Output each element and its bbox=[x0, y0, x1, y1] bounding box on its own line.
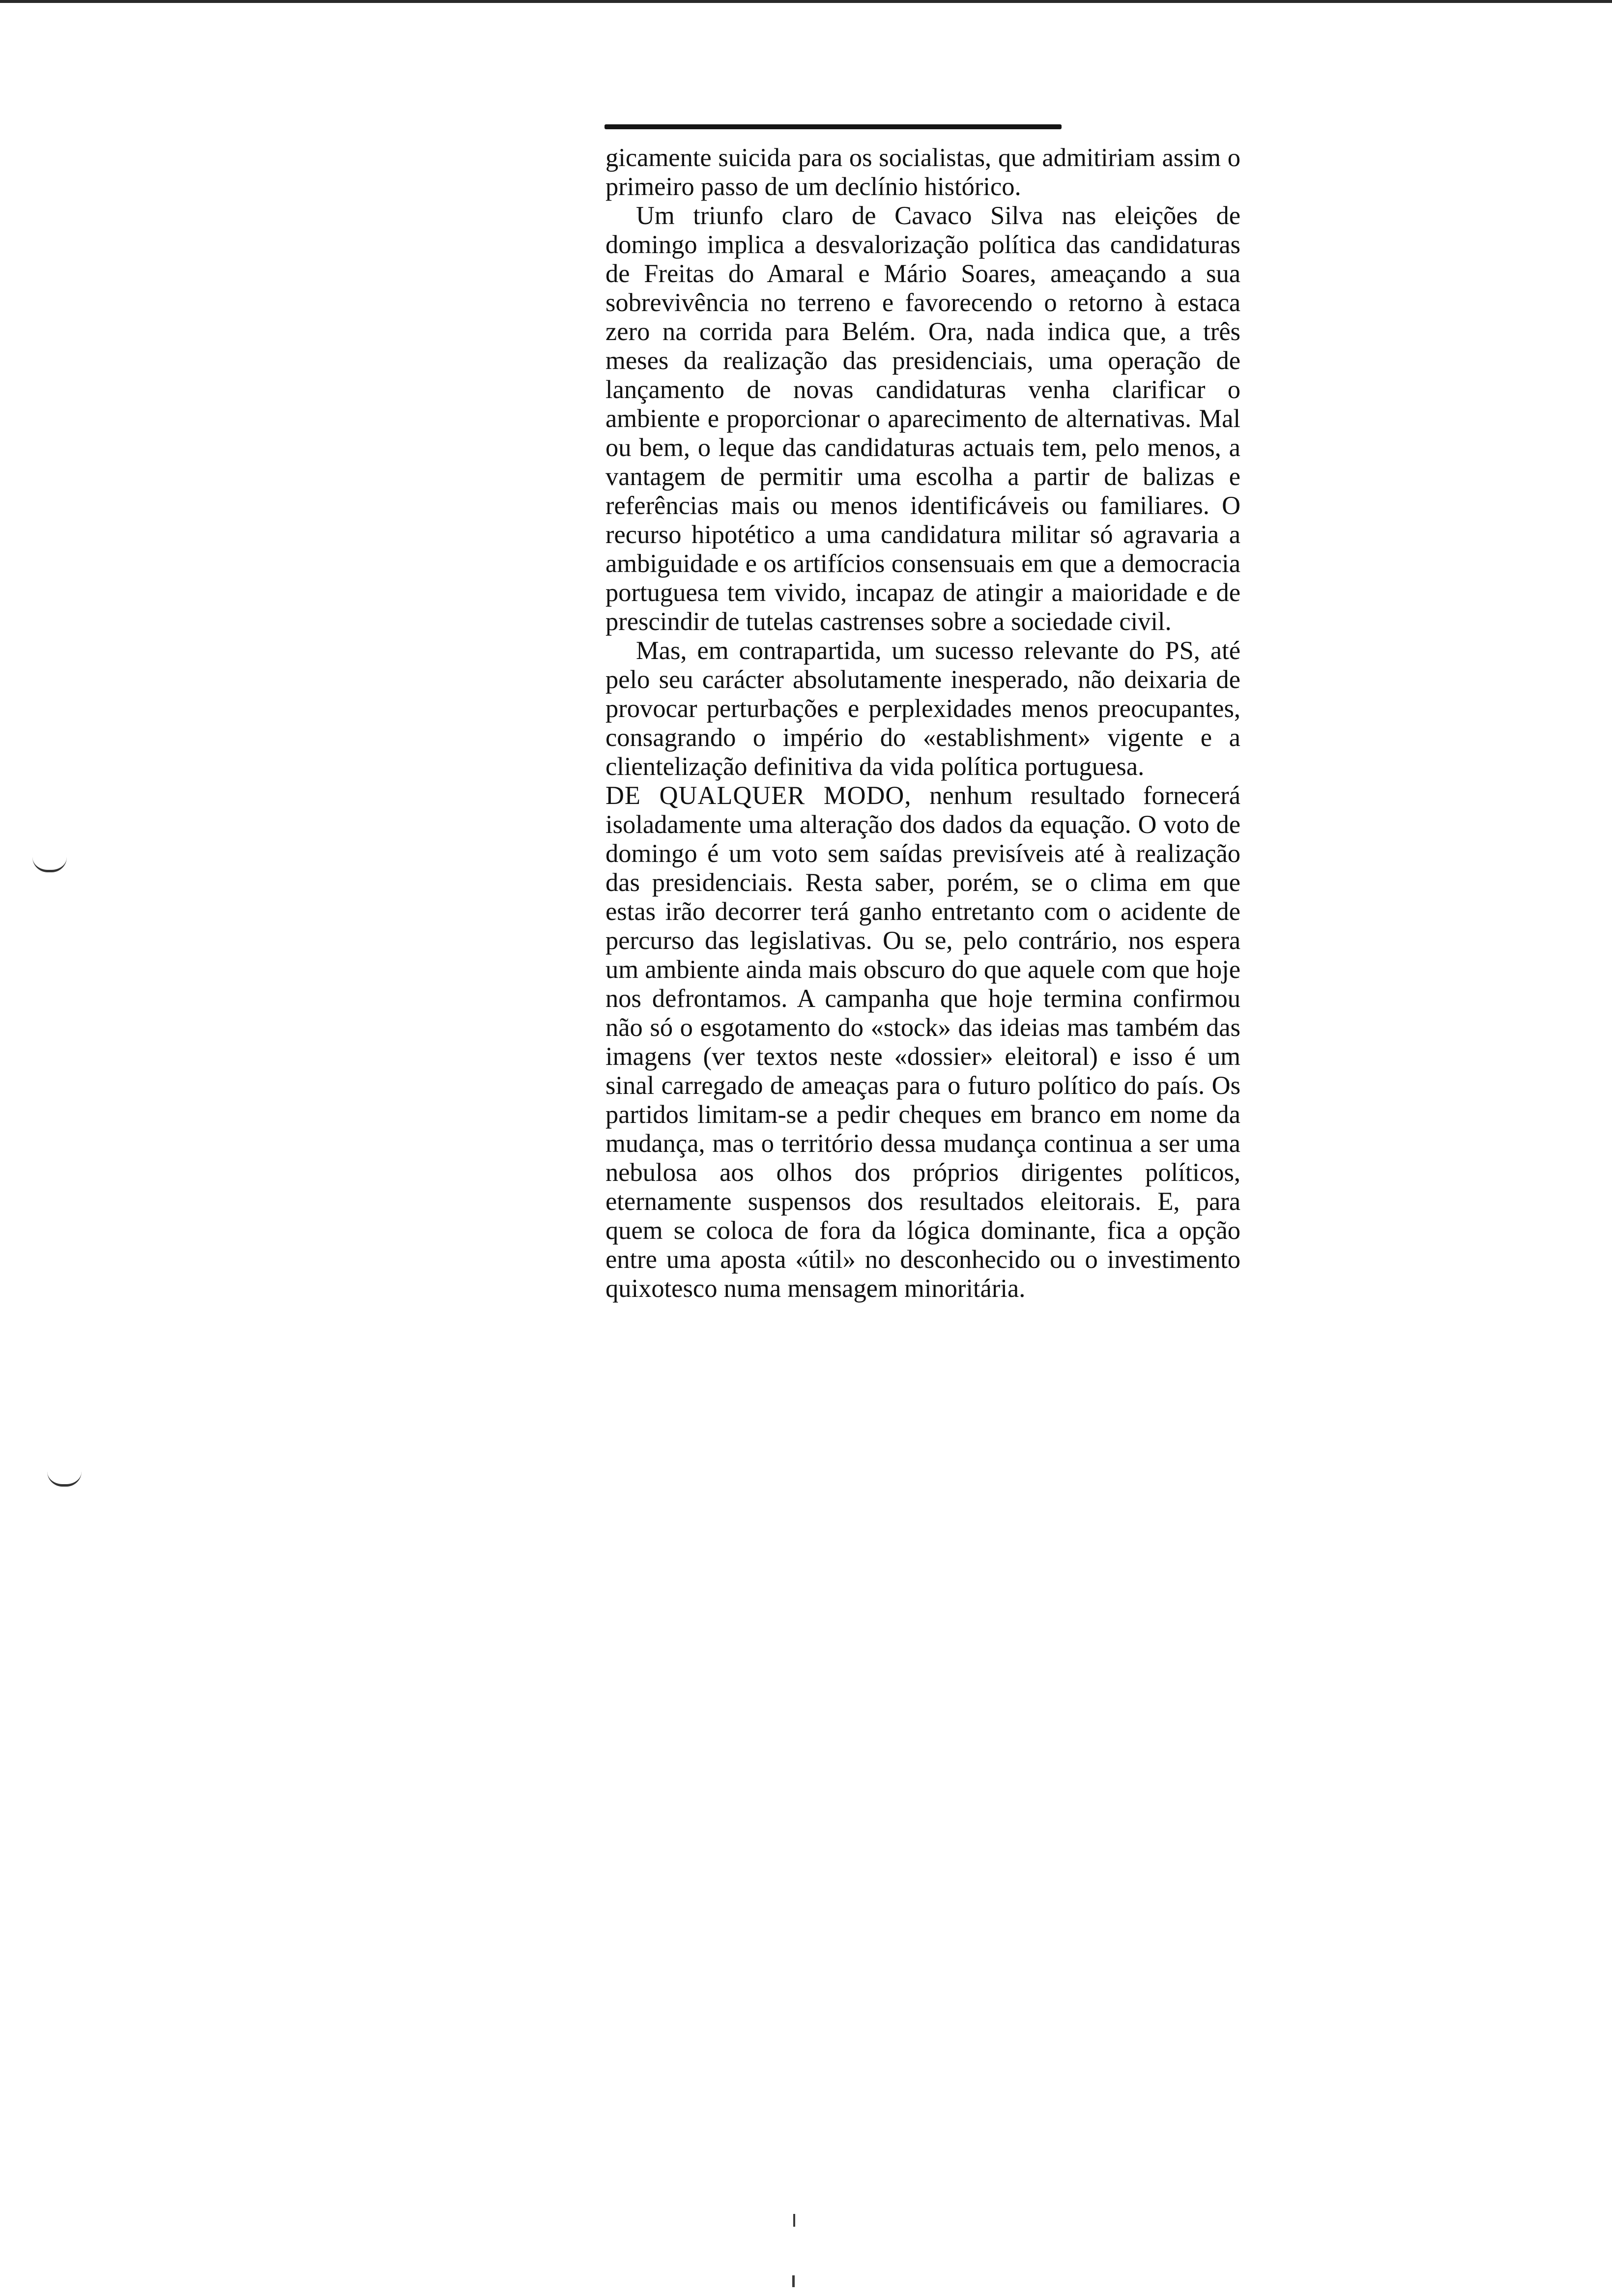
newspaper-article-column bbox=[605, 144, 1240, 1303]
scan-speck bbox=[793, 2214, 795, 2227]
scan-top-edge bbox=[0, 0, 1612, 3]
column-top-rule bbox=[604, 124, 1062, 129]
paragraph-lead-in: DE QUALQUER MODO, bbox=[605, 781, 912, 810]
article-paragraph-body: nenhum resultado fornecerá isoladamente uma alteração dos dados da equação. O voto de domingo é um voto sem saídas previsíveis até à realização das presidenciais. Resta saber, porém, se o clima em que estas irão decorrer terá ganho entretanto com o acidente de percurso das legislativas. Ou se, pelo contrário, nos espera um ambiente ainda mais obscuro do que aquele com que hoje nos defrontamos. A campanha que hoje termina confirmou não só o esgotamento do «stock» das ideias mas também das imagens (ver textos neste «dossier» eleitoral) e isso é um sinal carregado de ameaças para o futuro político do país. Os partidos limitam-se a pedir cheques em branco em nome da mudança, mas o território dessa mudança continua a ser uma nebulosa aos olhos dos próprios dirigentes políticos, eternamente suspensos dos resultados eleitorais. E, para quem se coloca de fora da lógica dominante, fica a opção entre uma aposta «útil» no desconhecido ou o investimento quixotesco numa mensagem minoritária. bbox=[605, 781, 1240, 1303]
article-paragraph: Um triunfo claro de Cavaco Silva nas eleições de domingo implica a desvalorização política das candidaturas de Freitas do Amaral e Mário Soares, ameaçando a sua sobrevivência no terreno e favorecendo o retorno à estaca zero na corrida para Belém. Ora, nada indica que, a três meses da realização das presidenciais, uma operação de lançamento de novas candidaturas venha clarificar o ambiente e proporcionar o aparecimento de alternativas. Mal ou bem, o leque das candidaturas actuais tem, pelo menos, a vantagem de permitir uma escolha a partir de balizas e referências mais ou menos identificáveis ou familiares. O recurso hipotético a uma candidatura militar só agravaria a ambiguidade e os artifícios consensuais em que a democracia portuguesa tem vivido, incapaz de atingir a maioridade e de prescindir de tutelas castrenses sobre a sociedade civil. bbox=[605, 201, 1240, 636]
article-paragraph: gicamente suicida para os socialistas, que admitiriam assim o primeiro passo de um declínio histórico. bbox=[605, 144, 1240, 201]
binder-hole-mark bbox=[47, 1471, 82, 1487]
binder-hole-mark bbox=[32, 857, 67, 872]
article-final-paragraph bbox=[605, 781, 1240, 1303]
article-paragraph: Mas, em contrapartida, um sucesso relevante do PS, até pelo seu carácter absolutamente inesperado, não deixaria de provocar perturbações e perplexidades menos preocupantes, consagrando o império do «establishment» vigente e a clientelização definitiva da vida política portuguesa. bbox=[605, 636, 1240, 781]
scan-speck bbox=[792, 2275, 795, 2287]
